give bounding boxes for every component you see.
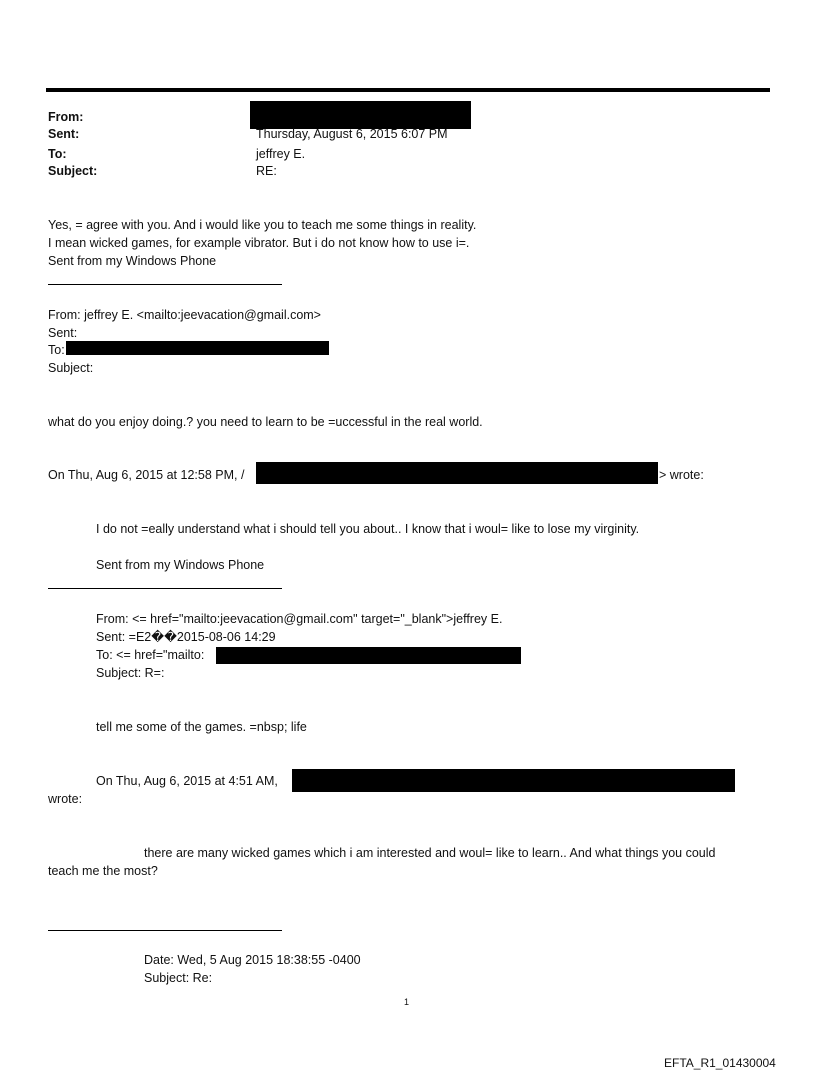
separator-3 — [48, 930, 282, 931]
q2-signature: Sent from my Windows Phone — [96, 558, 265, 572]
redaction-q1-to — [66, 341, 329, 355]
q3-line-2: teach me the most? — [48, 864, 158, 878]
redaction-from — [250, 101, 471, 129]
sent-value: Thursday, August 6, 2015 6:07 PM — [256, 127, 448, 141]
q2-sent: Sent: =E2��2015-08-06 14:29 — [96, 630, 276, 644]
reply-signature: Sent from my Windows Phone — [48, 254, 217, 268]
q2-to: To: <= href="mailto: — [96, 648, 205, 662]
to-value: jeffrey E. — [256, 147, 306, 161]
reply-line-2: I mean wicked games, for example vibrator. But i do not know how to use i=. — [48, 236, 470, 250]
q1-body: what do you enjoy doing.? you need to learn to be =uccessful in the real world. — [48, 415, 483, 429]
to-label: To: — [48, 147, 67, 161]
reply-line-1: Yes, = agree with you. And i would like you to teach me some things in reality. — [48, 218, 477, 232]
q1-from: From: jeffrey E. <mailto:jeevacation@gmail.com> — [48, 308, 321, 322]
q3-date: Date: Wed, 5 Aug 2015 18:38:55 -0400 — [144, 953, 361, 967]
page-number: 1 — [404, 997, 410, 1007]
q2-wrote: wrote: — [48, 792, 83, 806]
separator-1 — [48, 284, 282, 285]
q2-subject: Subject: R=: — [96, 666, 165, 680]
from-label: From: — [48, 110, 84, 124]
q2-on-line: On Thu, Aug 6, 2015 at 4:51 AM, — [96, 774, 278, 788]
redaction-q2-sender — [292, 769, 735, 792]
q2-body2: tell me some of the games. =nbsp; life — [96, 720, 307, 734]
header-rule — [46, 88, 770, 92]
q3-line-1: there are many wicked games which i am interested and woul= like to learn.. And what things you could — [144, 846, 716, 860]
q3-subject: Subject: Re: — [144, 971, 213, 985]
sent-label: Sent: — [48, 127, 80, 141]
bates-number: EFTA_R1_01430004 — [664, 1056, 776, 1070]
separator-2 — [48, 588, 282, 589]
subject-label: Subject: — [48, 164, 98, 178]
redaction-q1-sender — [256, 462, 658, 484]
q1-on-suffix: > wrote: — [659, 468, 704, 482]
q2-from: From: <= href="mailto:jeevacation@gmail.com" target="_blank">jeffrey E. — [96, 612, 503, 626]
q1-on-prefix: On Thu, Aug 6, 2015 at 12:58 PM, / — [48, 468, 245, 482]
subject-value: RE: — [256, 164, 277, 178]
q1-sent: Sent: — [48, 326, 78, 340]
q2-body: I do not =eally understand what i should tell you about.. I know that i woul= like to lose my virginity. — [96, 522, 640, 536]
q1-subject: Subject: — [48, 361, 94, 375]
redaction-q2-to — [216, 647, 521, 664]
q1-to: To: — [48, 343, 65, 357]
